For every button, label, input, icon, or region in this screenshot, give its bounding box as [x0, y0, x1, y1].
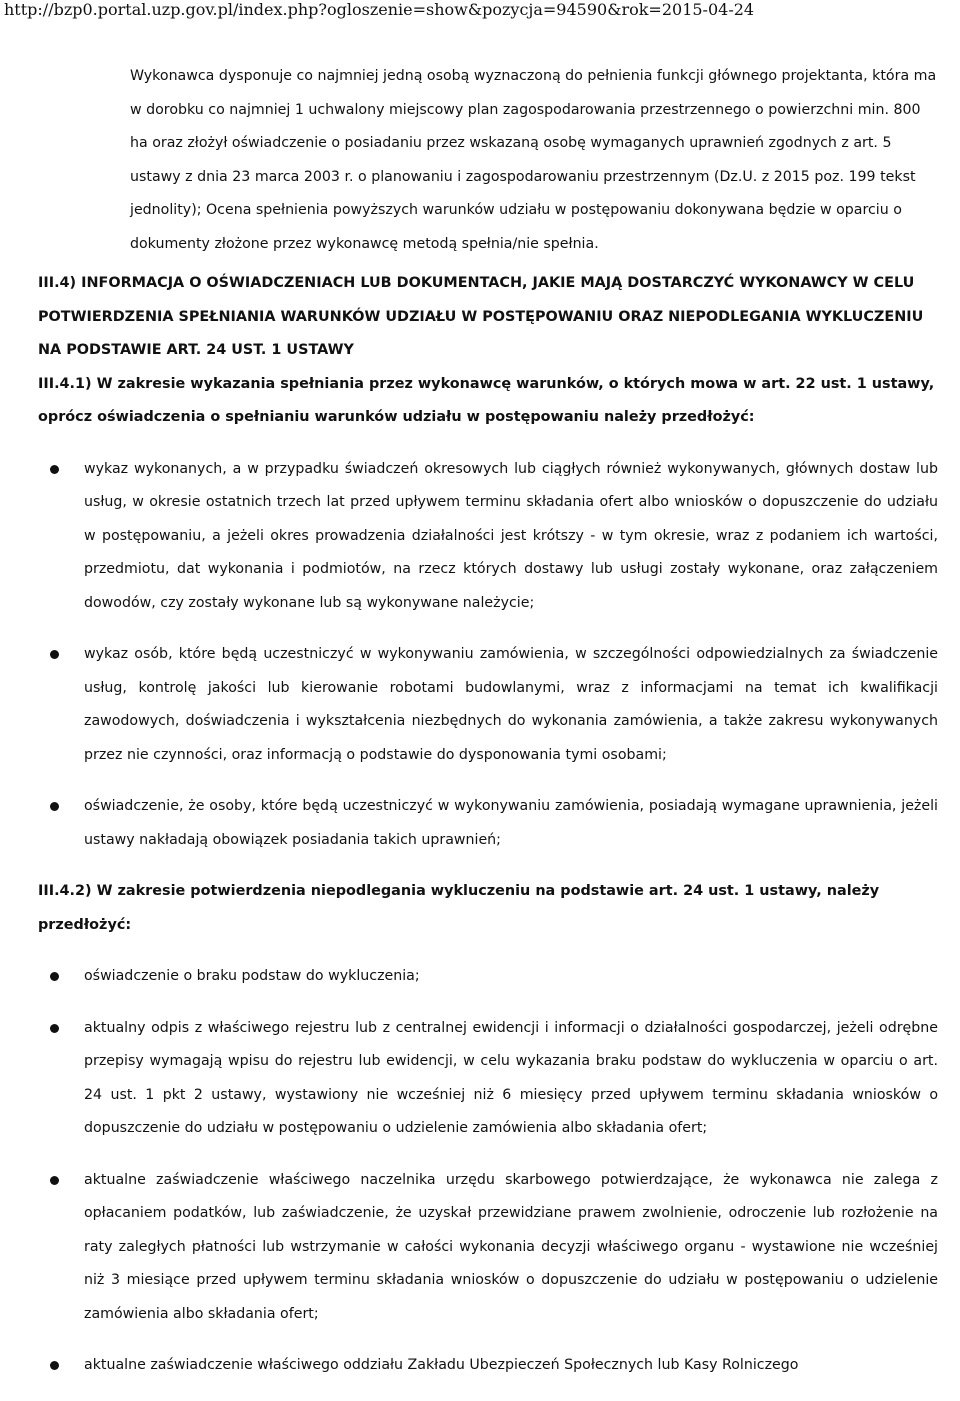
bullet-icon — [50, 1361, 59, 1370]
section-heading-iii4: III.4) INFORMACJA O OŚWIADCZENIACH LUB DOKUMENTACH, JAKIE MAJĄ DOSTARCZYĆ WYKONAWCY W CELU POTWIERDZENIA SPEŁNIANIA WARUNKÓW UDZIAŁU W POSTĘPOWANIU ORAZ NIEPODLEGANIA WYKLUCZENIU NA PODSTAWIE ART. 24 UST. 1 USTAWY — [38, 275, 924, 358]
page-url: http://bzp0.portal.uzp.gov.pl/index.php?ogloszenie=show&pozycja=94590&rok=2015-04-24 — [4, 0, 755, 19]
list-item: wykaz wykonanych, a w przypadku świadczeń okresowych lub ciągłych również wykonywanych, głównych dostaw lub usług, w okresie ostatnich trzech lat przed upływem terminu składania ofert albo wniosków o dopuszczenie do udziału w postępowaniu, a jeżeli okres prowadzenia działalności jest krótszy - w tym okresie, wraz z podaniem ich wartości, przedmiotu, dat wykonania i podmiotów, na rzecz których dostawy lub usługi zostały wykonane, oraz załączeniem dowodów, czy zostały wykonane lub są wykonywane należycie; — [38, 453, 938, 621]
bullet-icon — [50, 972, 59, 981]
bullet-icon — [50, 465, 59, 474]
list-item: aktualny odpis z właściwego rejestru lub z centralnej ewidencji i informacji o działalności gospodarczej, jeżeli odrębne przepisy wymagają wpisu do rejestru lub ewidencji, w celu wykazania braku podstaw do wykluczenia w oparciu o art. 24 ust. 1 pkt 2 ustawy, wystawiony nie wcześniej niż 6 miesięcy przed upływem terminu składania wniosków o dopuszczenie do udziału w postępowaniu o udzielenie zamówienia albo składania ofert; — [38, 1012, 938, 1146]
subsection-heading-iii41: III.4.1) W zakresie wykazania spełniania przez wykonawcę warunków, o których mowa w art. 22 ust. 1 ustawy, oprócz oświadczenia o spełnianiu warunków udziału w postępowaniu należy przedłożyć: — [38, 375, 935, 425]
bullet-icon — [50, 802, 59, 811]
bullet-icon — [50, 650, 59, 659]
subsection-heading-iii42: III.4.2) W zakresie potwierdzenia niepodlegania wykluczeniu na podstawie art. 24 ust. 1 ustawy, należy przedłożyć: — [38, 883, 880, 933]
list-item: oświadczenie, że osoby, które będą uczestniczyć w wykonywaniu zamówienia, posiadają wymagane uprawnienia, jeżeli ustawy nakładają obowiązek posiadania takich uprawnień; — [38, 790, 938, 857]
list-item: aktualne zaświadczenie właściwego oddziału Zakładu Ubezpieczeń Społecznych lub Kasy Rolniczego — [38, 1349, 938, 1383]
bullet-icon — [50, 1176, 59, 1185]
list-item: oświadczenie o braku podstaw do wykluczenia; — [38, 960, 938, 994]
conditions-document-list — [38, 453, 938, 858]
bullet-icon — [50, 1024, 59, 1033]
document-content — [38, 60, 938, 1401]
exclusion-document-list — [38, 960, 938, 1383]
intro-paragraph: Wykonawca dysponuje co najmniej jedną osobą wyznaczoną do pełnienia funkcji głównego projektanta, która ma w dorobku co najmniej 1 uchwalony miejscowy plan zagospodarowania przestrzennego o powierzchni min. 800 ha oraz złożył oświadczenie o posiadaniu przez wskazaną osobę wymaganych uprawnień zgodnych z art. 5 ustawy z dnia 23 marca 2003 r. o planowaniu i zagospodarowaniu przestrzennym (Dz.U. z 2015 poz. 199 tekst jednolity); Ocena spełnienia powyższych warunków udziału w postępowaniu dokonywana będzie w oparciu o dokumenty złożone przez wykonawcę metodą spełnia/nie spełnia. — [130, 68, 937, 252]
list-item: wykaz osób, które będą uczestniczyć w wykonywaniu zamówienia, w szczególności odpowiedzialnych za świadczenie usług, kontrolę jakości lub kierowanie robotami budowlanymi, wraz z informacjami na temat ich kwalifikacji zawodowych, doświadczenia i wykształcenia niezbędnych do wykonania zamówienia, a także zakresu wykonywanych przez nie czynności, oraz informacją o podstawie do dysponowania tymi osobami; — [38, 638, 938, 772]
list-item: aktualne zaświadczenie właściwego naczelnika urzędu skarbowego potwierdzające, że wykonawca nie zalega z opłacaniem podatków, lub zaświadczenie, że uzyskał przewidziane prawem zwolnienie, odroczenie lub rozłożenie na raty zaległych płatności lub wstrzymanie w całości wykonania decyzji właściwego organu - wystawione nie wcześniej niż 3 miesiące przed upływem terminu składania wniosków o dopuszczenie do udziału w postępowaniu o udzielenie zamówienia albo składania ofert; — [38, 1164, 938, 1332]
